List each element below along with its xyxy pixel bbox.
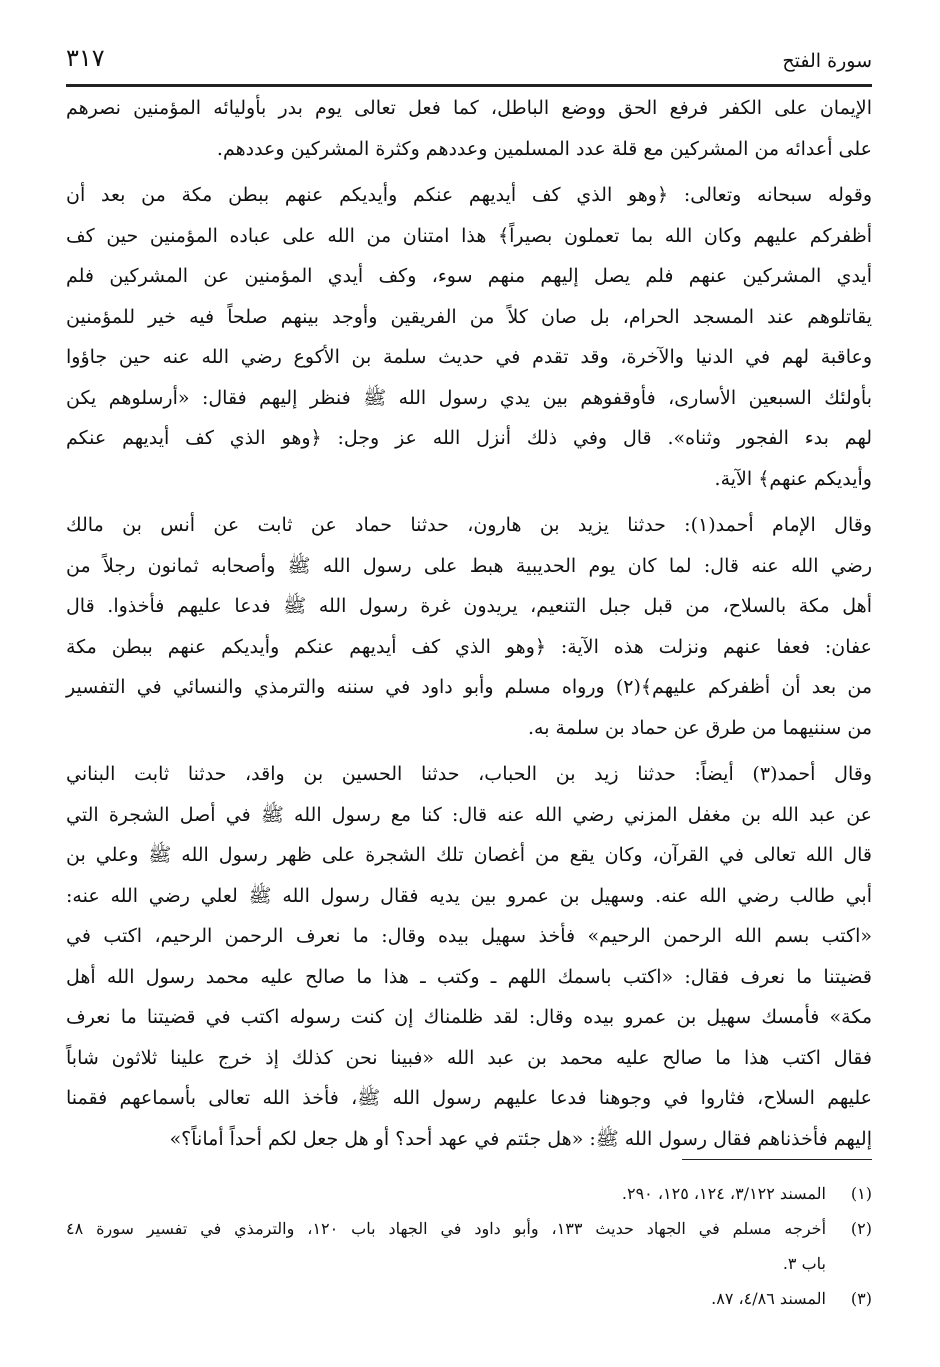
text-line: يقاتلوهم عند المسجد الحرام، بل صان كلاً من الفريقين وأوجد بينهم صلحاً فيه خير للمؤمنين [66,305,872,328]
text-line: وعاقبة لهم في الدنيا والآخرة، وقد تقدم في حديث سلمة بن الأكوع رضي الله عنه حين جاؤوا [66,346,872,368]
footnote-line: المسند ٣/١٢٢، ١٢٤، ١٢٥، ٢٩٠. [621,1184,826,1203]
footnote-number: (١) [850,1184,872,1203]
text-line: وأيديكم عنهم﴾ الآية. [714,467,872,490]
text-line: وقال الإمام أحمد(١): حدثنا يزيد بن هارون، حدثنا حماد عن ثابت عن أنس بن مالك [66,514,872,536]
footnote [66,1176,872,1211]
text-line: وقال أحمد(٣) أيضاً: حدثنا زيد بن الحباب، حدثنا الحسين بن واقد، حدثنا ثابت البناني [66,763,872,785]
text-line: مكة» فأمسك سهيل بن عمرو بيده وقال: لقد ظلمناك إن كنت رسوله اكتب في قضيتنا ما نعرف [66,1006,872,1028]
page-number: ٣١٧ [66,44,105,72]
text-line: فقال اكتب هذا ما صالح عليه محمد بن عبد الله «فبينا نحن كذلك إذ خرج علينا ثلاثون شاباً [66,1046,872,1069]
text-line: من بعد أن أظفركم عليهم﴾(٢) ورواه مسلم وأبو داود في سننه والترمذي والنسائي في التفسير [66,676,873,698]
footnote-line: باب ٣. [782,1254,826,1273]
footnote-rule [682,1159,872,1160]
text-line: وقوله سبحانه وتعالى: ﴿وهو الذي كف أيديهم عنكم وأيديكم عنهم ببطن مكة من بعد أن [66,184,872,206]
paragraph [66,175,872,499]
text-line: الإيمان على الكفر فرفع الحق ووضع الباطل، كما فعل تعالى يوم بدر بأوليائه المؤمنين نصرهم [66,97,872,119]
text-line: أهل مكة بالسلاح، من قبل جبل التنعيم، يريدون غرة رسول الله ﷺ فدعا عليهم فأخذوا. قال [66,595,872,617]
text-line: على أعدائه من المشركين مع قلة عدد المسلمين وعددهم وكثرة المشركين وعددهم. [216,137,872,160]
footnote-line: المسند ٤/٨٦، ٨٧. [711,1289,826,1308]
running-header [66,44,872,80]
text-line: إليهم فأخذناهم فقال رسول الله ﷺ: «هل جئتم في عهد أحد؟ أو هل جعل لكم أحداً أماناً؟» [169,1127,872,1150]
footnote-number: (٢) [850,1219,872,1238]
main-text [66,88,872,1165]
text-line: عن عبد الله بن مغفل المزني رضي الله عنه قال: كنا مع رسول الله ﷺ في أصل الشجرة التي [66,803,872,826]
surah-title: سورة الفتح [782,50,872,72]
footnote [66,1211,872,1281]
text-line: قضيتنا ما نعرف فقال: «اكتب باسمك اللهم ـ وكتب ـ هذا ما صالح عليه محمد رسول الله أهل [66,965,872,988]
text-line: بأولئك السبعين الأسارى، فأوقفوهم بين يدي رسول الله ﷺ فنظر إليهم فقال: «أرسلوهم يكن [66,386,872,409]
footnote [66,1281,872,1316]
text-line: عفان: فعفا عنهم ونزلت هذه الآية: ﴿وهو الذي كف أيديهم عنكم وأيديكم عنهم ببطن مكة [66,635,872,658]
footnotes [66,1176,872,1316]
text-line: لهم بدء الفجور وثناه». قال وفي ذلك أنزل الله عز وجل: ﴿وهو الذي كف أيديهم عنكم [66,427,872,449]
footnote-number: (٣) [850,1289,872,1308]
footnote-text [66,1211,826,1281]
text-line: قال الله تعالى في القرآن، وكان يقع من أغصان تلك الشجرة على ظهر رسول الله ﷺ وعلي بن [66,844,872,866]
header-rule [66,84,872,87]
paragraph [66,505,872,748]
footnote-text [66,1281,826,1316]
text-line: رضي الله عنه قال: لما كان يوم الحديبية هبط على رسول الله ﷺ وأصحابه ثمانون رجلاً من [66,554,872,577]
footnote-text [66,1176,826,1211]
text-line: أظفركم عليهم وكان الله بما تعملون بصيراً﴾ هذا امتنان من الله على عباده المؤمنين حين كف [66,224,872,247]
text-line: من سننيهما من طرق عن حماد بن سلمة به. [527,716,872,739]
paragraph [66,88,872,169]
text-line: «اكتب بسم الله الرحمن الرحيم» فأخذ سهيل بيده وقال: ما نعرف الرحمن الرحيم، اكتب في [66,925,872,947]
footnote-line: أخرجه مسلم في الجهاد حديث ١٣٣، وأبو داود في الجهاد باب ١٢٠، والترمذي في تفسير سورة ٤٨ [66,1219,827,1238]
text-line: عليهم السلاح، فثاروا في وجوهنا فدعا عليهم رسول الله ﷺ، فأخذ الله تعالى بأسماعهم فقمنا [66,1087,872,1109]
paragraph [66,754,872,1159]
text-line: أيدي المشركين عنهم فلم يصل إليهم منهم سوء، وكف أيدي المؤمنين عن المشركين فلم [66,265,872,287]
text-line: أبي طالب رضي الله عنه. وسهيل بن عمرو بين يديه فقال رسول الله ﷺ لعلي رضي الله عنه: [66,884,872,907]
